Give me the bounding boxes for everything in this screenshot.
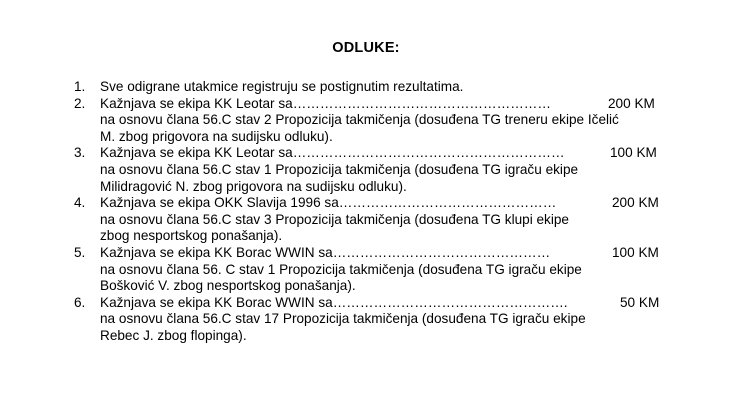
- decision-text-line: Kažnjava se ekipa KK Borac WWIN sa…………………………………………: [100, 244, 551, 260]
- fine-amount: 200 KM: [612, 195, 659, 211]
- decision-text-line: na osnovu člana 56.C stav 2 Propozicija takmičenja (dosuđena TG treneru ekipe Ičelić: [100, 112, 619, 128]
- decision-number: 1.: [74, 79, 86, 94]
- decision-item-6: [74, 295, 674, 345]
- decision-heading-line: [100, 295, 686, 312]
- decision-text-line: M. zbog prigovora na sudijsku odluku).: [100, 128, 333, 144]
- decision-text-line: Kažnjava se ekipa KK Leotar sa…………………………………………………: [100, 95, 551, 111]
- fine-amount: 50 KM: [620, 294, 660, 310]
- decision-number: 3.: [74, 145, 86, 161]
- decision-item-1: [74, 79, 674, 96]
- decision-heading-line: [100, 245, 686, 262]
- decision-heading-line: [100, 96, 686, 113]
- decision-item-3: [74, 145, 674, 195]
- decision-text-line: Sve odigrane utakmice registruju se postignutim rezultatima.: [100, 79, 464, 94]
- decision-list: [74, 79, 674, 345]
- decision-heading-line: [100, 195, 686, 212]
- decision-text-line: Kažnjava se ekipa OKK Slavija 1996 sa…………………………………………: [100, 195, 557, 211]
- decision-item-2: [74, 96, 674, 146]
- decision-heading-line: [100, 145, 686, 162]
- decision-text-line: Bošković V. zbog nesportskog ponašanja).: [100, 278, 356, 294]
- decision-text-line: Rebec J. zbog flopinga).: [100, 327, 247, 343]
- decision-item-5: [74, 245, 674, 295]
- fine-amount: 100 KM: [610, 145, 657, 161]
- decision-text-line: Kažnjava se ekipa KK Leotar sa……………………………………………………: [100, 145, 565, 161]
- decision-text-line: zbog nesportskog ponašanja).: [100, 228, 283, 244]
- decision-item-4: [74, 195, 674, 245]
- decision-text-line: Kažnjava se ekipa KK Borac WWIN sa…………………………………………….: [100, 294, 568, 310]
- fine-amount: 100 KM: [612, 244, 659, 260]
- decision-text-line: na osnovu člana 56.C stav 17 Propozicija takmičenja (dosuđena TG igraču ekipe: [100, 311, 586, 327]
- decision-number: 6.: [74, 294, 86, 310]
- decision-text-line: na osnovu člana 56. C stav 1 Propozicija takmičenja (dosuđena TG igraču ekipe: [100, 261, 582, 277]
- decision-number: 5.: [74, 244, 86, 260]
- decision-text-line: na osnovu člana 56.C stav 1 Propozicija takmičenja (dosuđena TG igraču ekipe: [100, 161, 579, 177]
- fine-amount: 200 KM: [608, 95, 655, 111]
- decision-number: 2.: [74, 95, 86, 111]
- decision-text-line: na osnovu člana 56.C stav 3 Propozicija takmičenja (dosuđena TG klupi ekipe: [100, 211, 569, 227]
- decision-number: 4.: [74, 195, 86, 211]
- document-title: ODLUKE:: [332, 40, 400, 56]
- decision-text-line: Milidragović N. zbog prigovora na sudijsku odluku).: [100, 178, 407, 194]
